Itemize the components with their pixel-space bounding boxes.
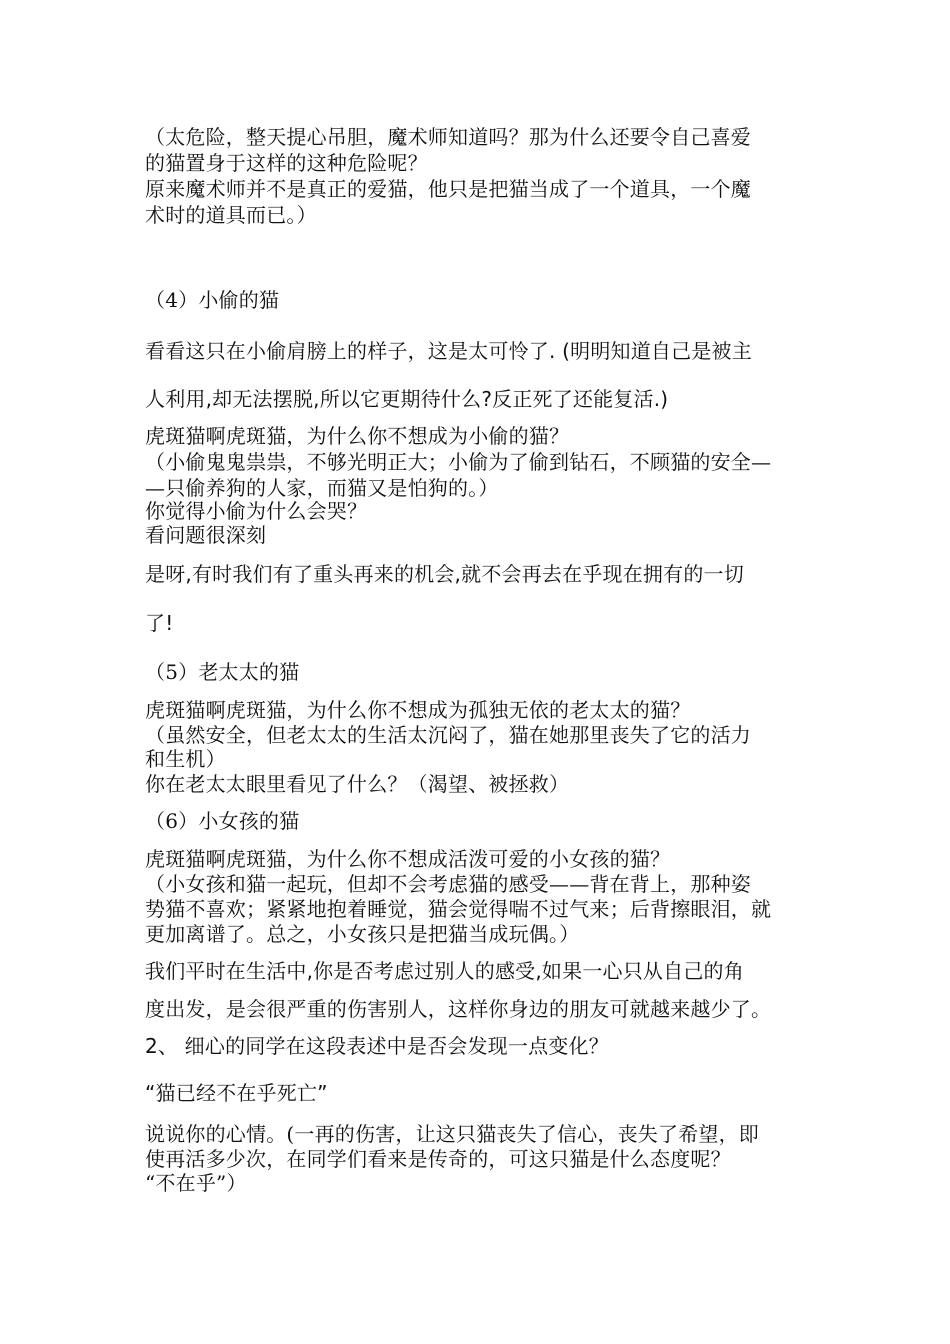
paragraph-feelings-line-1: 我们平时在生活中,你是否考虑过别人的感受,如果一心只从自己的角 xyxy=(145,959,744,983)
paragraph-old-lady-line-2: （虽然安全，但老太太的生活太沉闷了，猫在她那里丧失了它的活力 xyxy=(145,723,751,747)
paragraph-old-lady-line-3: 和生机） xyxy=(145,747,226,771)
heading-girl-cat: （6）小女孩的猫 xyxy=(145,809,300,833)
paragraph-girl-line-3: 势猫不喜欢；紧紧地抱着睡觉，猫会觉得喘不过气来；后背擦眼泪，就 xyxy=(145,897,772,921)
paragraph-your-feelings-line-2: 使再活多少次，在同学们看来是传奇的，可这只猫是什么态度呢？ xyxy=(145,1147,731,1171)
paragraph-magician-line-1: （太危险，整天提心吊胆，魔术师知道吗？那为什么还要令自己喜爱 xyxy=(145,125,751,149)
paragraph-magician-line-4: 术时的道具而已。） xyxy=(145,203,317,227)
question-2: 2、 细心的同学在这段表述中是否会发现一点变化？ xyxy=(145,1034,609,1058)
paragraph-thief-question-line-2: （小偷鬼鬼祟祟，不够光明正大；小偷为了偷到钻石，不顾猫的安全— xyxy=(145,450,772,474)
paragraph-magician-line-3: 原来魔术师并不是真正的爱猫，他只是把猫当成了一个道具，一个魔 xyxy=(145,177,751,201)
paragraph-old-lady-line-1: 虎斑猫啊虎斑猫，为什么你不想成为孤独无依的老太太的猫？ xyxy=(145,698,691,722)
paragraph-thief-line-2: 人利用,却无法摆脱,所以它更期待什么?反正死了还能复活.) xyxy=(145,387,669,411)
paragraph-second-chance-line-2: 了! xyxy=(145,611,174,635)
paragraph-feelings-line-2: 度出发，是会很严重的伤害别人，这样你身边的朋友可就越来越少了。 xyxy=(145,997,772,1021)
paragraph-thief-question-line-5: 看问题很深刻 xyxy=(145,523,267,547)
heading-old-lady-cat: （5）老太太的猫 xyxy=(145,660,300,684)
paragraph-thief-line-1: 看看这只在小偷肩膀上的样子，这是太可怜了. (明明知道自己是被主 xyxy=(145,339,752,363)
paragraph-girl-line-2: （小女孩和猫一起玩，但却不会考虑猫的感受——背在背上，那种姿 xyxy=(145,872,751,896)
paragraph-thief-question-line-3: —只偷养狗的人家，而猫又是怕狗的。） xyxy=(145,476,499,500)
paragraph-old-lady-line-4: 你在老太太眼里看见了什么？（渴望、被拯救） xyxy=(145,772,570,796)
paragraph-magician-line-2: 的猫置身于这样的这种危险呢？ xyxy=(145,151,428,175)
paragraph-your-feelings-line-3: “不在乎”） xyxy=(145,1171,247,1195)
quote-cat-no-longer-cares: “猫已经不在乎死亡” xyxy=(145,1081,328,1105)
heading-thief-cat: （4）小偷的猫 xyxy=(145,288,280,312)
paragraph-girl-line-1: 虎斑猫啊虎斑猫，为什么你不想成活泼可爱的小女孩的猫？ xyxy=(145,847,671,871)
paragraph-thief-question-line-4: 你觉得小偷为什么会哭？ xyxy=(145,499,368,523)
paragraph-girl-line-4: 更加离谱了。总之，小女孩只是把猫当成玩偶。） xyxy=(145,922,580,946)
paragraph-thief-question-line-1: 虎斑猫啊虎斑猫，为什么你不想成为小偷的猫？ xyxy=(145,424,570,448)
paragraph-second-chance-line-1: 是呀,有时我们有了重头再来的机会,就不会再去在乎现在拥有的一切 xyxy=(145,562,744,586)
paragraph-your-feelings-line-1: 说说你的心情。(一再的伤害，让这只猫丧失了信心，丧失了希望，即 xyxy=(145,1122,760,1146)
